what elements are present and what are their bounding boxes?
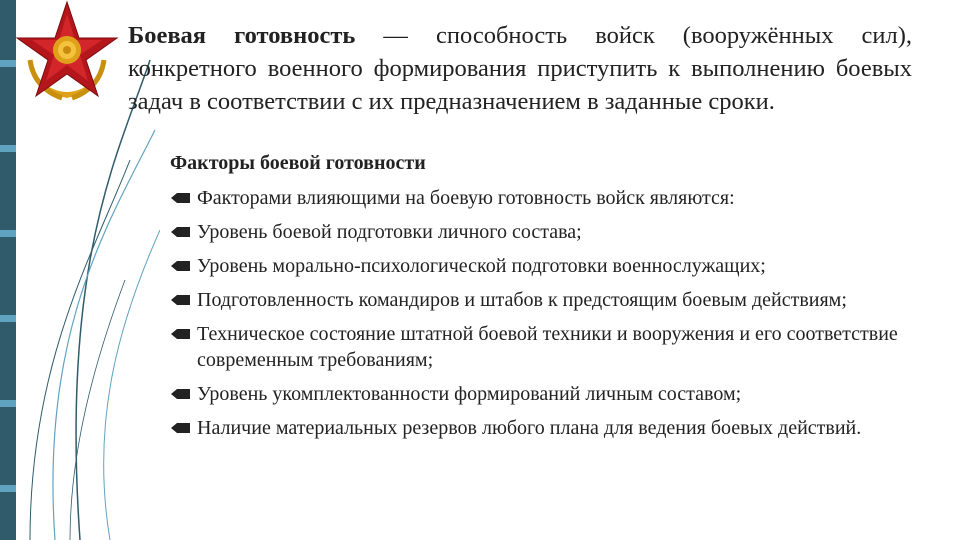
- pencil-bullet-icon: [171, 293, 191, 307]
- list-item-text: Техническое состояние штатной боевой техники и вооружения и его соответствие современным требованиям;: [197, 323, 898, 371]
- pencil-bullet-icon: [171, 421, 191, 435]
- pencil-bullet-icon: [171, 191, 191, 205]
- red-star-emblem-icon: [12, 0, 122, 108]
- list-item-text: Уровень морально-психологической подготовки военнослужащих;: [197, 255, 766, 277]
- list-item: [171, 381, 911, 407]
- list-item: [171, 185, 911, 211]
- list-item: [171, 219, 911, 245]
- factors-list: [171, 185, 911, 449]
- definition-text: способность войск (вооружённых сил), конкретного военного формирования приступить к выполнению боевых задач в соответствии с их предназначением в заданные сроки.: [128, 22, 912, 115]
- pencil-bullet-icon: [171, 259, 191, 273]
- pencil-bullet-icon: [171, 327, 191, 341]
- list-item-text: Наличие материальных резервов любого плана для ведения боевых действий.: [197, 417, 862, 439]
- list-item: [171, 415, 911, 441]
- list-item: [171, 287, 911, 313]
- list-item-text: Факторами влияющими на боевую готовность войск являются:: [197, 187, 735, 209]
- list-item: [171, 253, 911, 279]
- list-item: [171, 321, 911, 373]
- pencil-bullet-icon: [171, 387, 191, 401]
- list-item-text: Подготовленность командиров и штабов к предстоящим боевым действиям;: [197, 289, 847, 311]
- definition-term: Боевая готовность: [128, 22, 356, 49]
- factors-heading: Факторы боевой готовности: [170, 152, 426, 174]
- definition-paragraph: [128, 19, 912, 118]
- pencil-bullet-icon: [171, 225, 191, 239]
- list-item-text: Уровень боевой подготовки личного состава;: [197, 221, 582, 243]
- definition-dash: —: [355, 22, 436, 49]
- list-item-text: Уровень укомплектованности формирований личным составом;: [197, 383, 742, 405]
